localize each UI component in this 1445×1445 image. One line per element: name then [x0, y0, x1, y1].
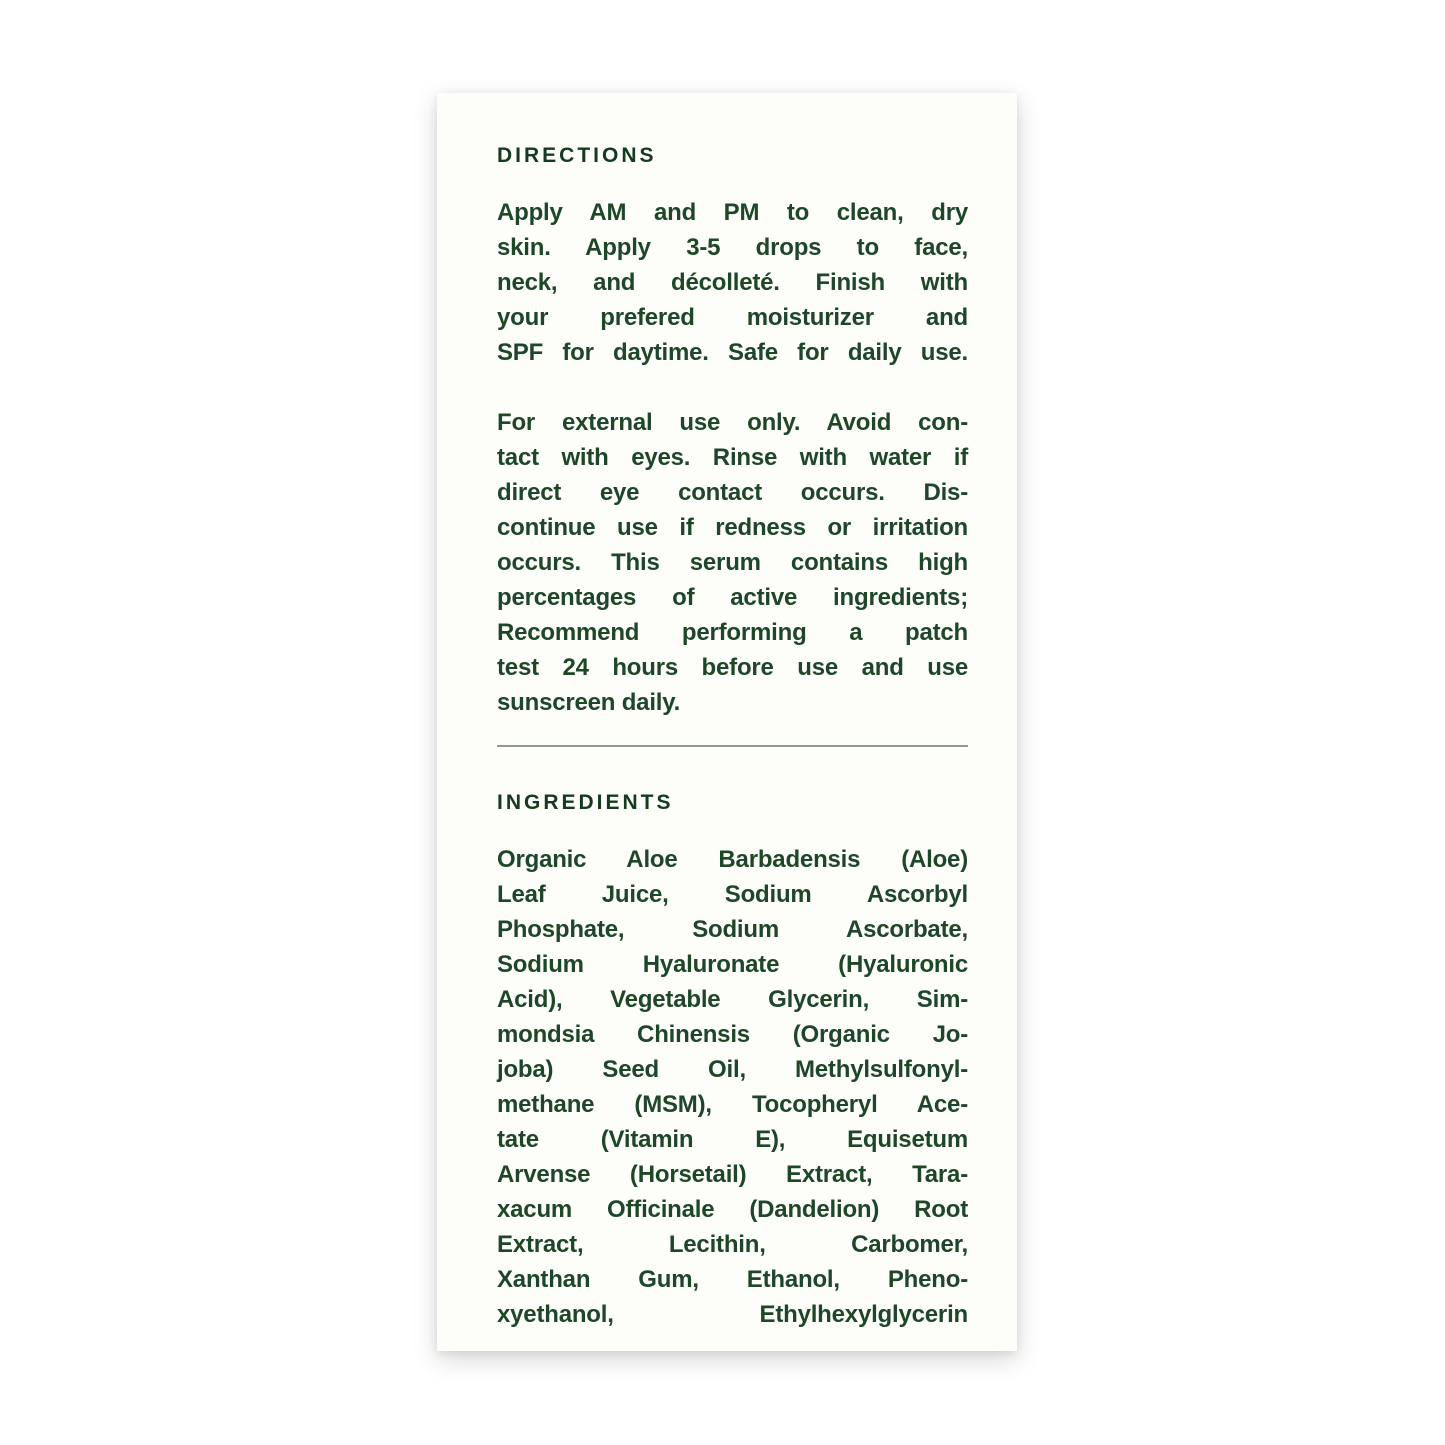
ingredients-list-paragraph	[497, 842, 968, 1332]
product-label-panel	[437, 93, 1017, 1351]
text-line: Recommend performing a patch	[497, 619, 968, 646]
text-line: Apply AM and PM to clean, dry	[497, 199, 968, 226]
directions-usage-paragraph	[497, 195, 968, 370]
text-line: neck, and décolleté. Finish with	[497, 269, 968, 296]
section-divider	[497, 745, 968, 747]
directions-heading: DIRECTIONS	[497, 144, 657, 167]
text-line: Sodium Hyaluronate (Hyaluronic	[497, 951, 968, 978]
text-line: Arvense (Horsetail) Extract, Tara-	[497, 1161, 968, 1188]
text-line: Leaf Juice, Sodium Ascorbyl	[497, 881, 968, 908]
text-line: tate (Vitamin E), Equisetum	[497, 1126, 968, 1153]
text-line: direct eye contact occurs. Dis-	[497, 479, 968, 506]
text-line: xyethanol, Ethylhexylglycerin	[497, 1301, 968, 1328]
text-line: occurs. This serum contains high	[497, 549, 968, 576]
text-line: your prefered moisturizer and	[497, 304, 968, 331]
text-line: Xanthan Gum, Ethanol, Pheno-	[497, 1266, 968, 1293]
text-line: mondsia Chinensis (Organic Jo-	[497, 1021, 968, 1048]
text-line: continue use if redness or irritation	[497, 514, 968, 541]
text-line: Acid), Vegetable Glycerin, Sim-	[497, 986, 968, 1013]
text-line: tact with eyes. Rinse with water if	[497, 444, 968, 471]
ingredients-section	[497, 791, 968, 1332]
text-line: methane (MSM), Tocopheryl Ace-	[497, 1091, 968, 1118]
text-line: percentages of active ingredients;	[497, 584, 968, 611]
text-line: sunscreen daily.	[497, 689, 681, 716]
text-line: joba) Seed Oil, Methylsulfonyl-	[497, 1056, 968, 1083]
text-line: test 24 hours before use and use	[497, 654, 968, 681]
directions-section	[497, 144, 968, 720]
text-line: skin. Apply 3-5 drops to face,	[497, 234, 968, 261]
directions-warning-paragraph	[497, 405, 968, 720]
text-line: xacum Officinale (Dandelion) Root	[497, 1196, 968, 1223]
text-line: Phosphate, Sodium Ascorbate,	[497, 916, 968, 943]
text-line: SPF for daytime. Safe for daily use.	[497, 339, 968, 366]
text-line: Organic Aloe Barbadensis (Aloe)	[497, 846, 968, 873]
text-line: Extract, Lecithin, Carbomer,	[497, 1231, 968, 1258]
ingredients-heading: INGREDIENTS	[497, 791, 674, 814]
text-line: For external use only. Avoid con-	[497, 409, 968, 436]
